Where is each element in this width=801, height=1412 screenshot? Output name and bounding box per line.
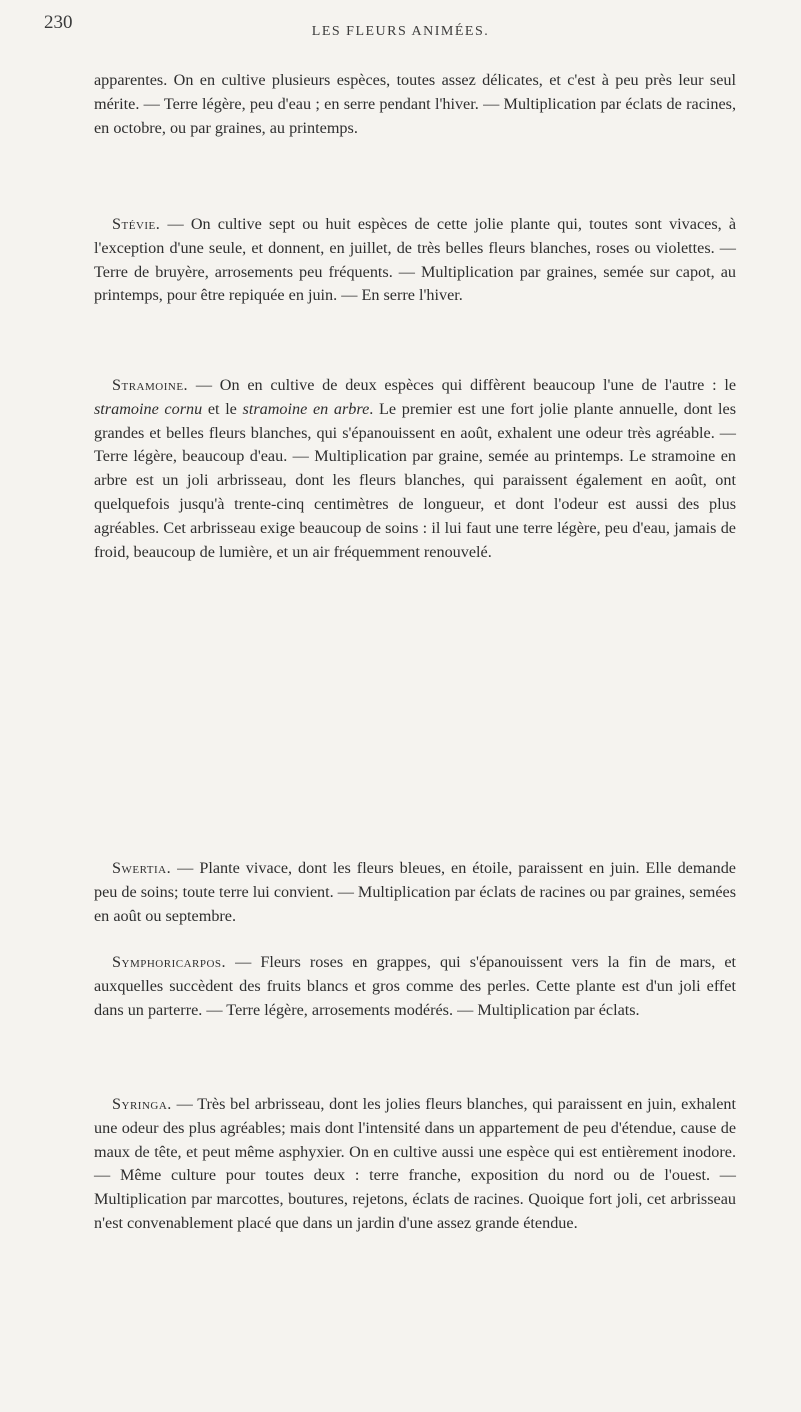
entry-text: — On en cultive de deux espèces qui diffèrent beaucoup l'une de l'autre : le — [188, 376, 736, 394]
entry-text: et le — [202, 399, 243, 418]
running-title: LES FLEURS ANIMÉES. — [311, 24, 490, 39]
entry-name: Stramoine. — [112, 376, 189, 394]
page-number: 230 — [44, 12, 73, 33]
italic-term: stramoine cornu — [94, 399, 203, 418]
paragraph-continuation — [94, 69, 736, 140]
entry-text: — Plante vivace, dont les fleurs bleues, en étoile, paraissent en juin. Elle demande peu de soins; toute terre lui convient. — Multiplication par éclats de racines ou par graines, semées en août ou septembre. — [94, 859, 736, 925]
entry-name: Syringa. — [112, 1095, 172, 1113]
entry-name: Stévie. — [112, 215, 161, 233]
entry-text: — On cultive sept ou huit espèces de cette jolie plante qui, toutes sont vivaces, à l'exception d'une seule, et donnent, en juillet, de très belles fleurs blanches, roses ou violettes. — Terre de bruyère, arrosements peu fréquents. — Multiplication par graines, semée sur capot, au printemps, pour être repiquée en juin. — En serre l'hiver. — [94, 215, 736, 305]
entry-name: Symphoricarpos. — [112, 953, 227, 971]
entry-text: — Fleurs roses en grappes, qui s'épanouissent vers la fin de mars, et auxquelles succèdent des fruits blancs et gros comme des perles. Cette plante est d'un joli effet dans un parterre. — Terre légère, arrosements modérés. — Multiplication par éclats. — [94, 953, 736, 1019]
italic-term: stramoine en arbre — [242, 399, 370, 418]
entry-stramoine — [94, 374, 736, 564]
entry-text: . Le premier est une fort jolie plante annuelle, dont les grandes et belles fleurs blanches, qui s'épanouissent en août, exhalent une odeur très agréable. — Terre légère, beaucoup d'eau. — Multiplication par graine, semée au printemps. Le stramoine en arbre est un joli arbrisseau, dont les fleurs blanches, qui paraissent également en août, ont quelquefois jusqu'à trente-cinq centimètres de longueur, et dont l'odeur est aussi des plus agréables. Cet arbrisseau exige beaucoup de soins : il lui faut une terre légère, peu d'eau, jamais de froid, beaucoup de lumière, et un air fréquemment renouvelé. — [94, 399, 737, 561]
entry-name: Swertia. — [112, 859, 172, 877]
entry-syringa — [94, 1093, 736, 1236]
paragraph-text: apparentes. On en cultive plusieurs espèces, toutes assez délicates, et c'est à peu près leur seul mérite. — Terre légère, peu d'eau ; en serre pendant l'hiver. — Multiplication par éclats de racines, en octobre, ou par graines, au printemps. — [94, 71, 736, 137]
entry-text: — Très bel arbrisseau, dont les jolies fleurs blanches, qui paraissent en juin, exhalent une odeur des plus agréables; mais dont l'intensité dans un appartement de peu d'étendue, cause de maux de tête, et peut même asphyxier. On en cultive aussi une espèce qui est entièrement inodore. — Même culture pour toutes deux : terre franche, exposition du nord ou de l'ouest. — Multiplication par marcottes, boutures, rejetons, éclats de racines. Quoique fort joli, cet arbrisseau n'est convenablement placé que dans un jardin d'une assez grande étendue. — [94, 1095, 736, 1232]
entry-swertia — [94, 857, 736, 928]
entry-stevie — [94, 213, 736, 308]
entry-symphoricarpos — [94, 951, 736, 1022]
